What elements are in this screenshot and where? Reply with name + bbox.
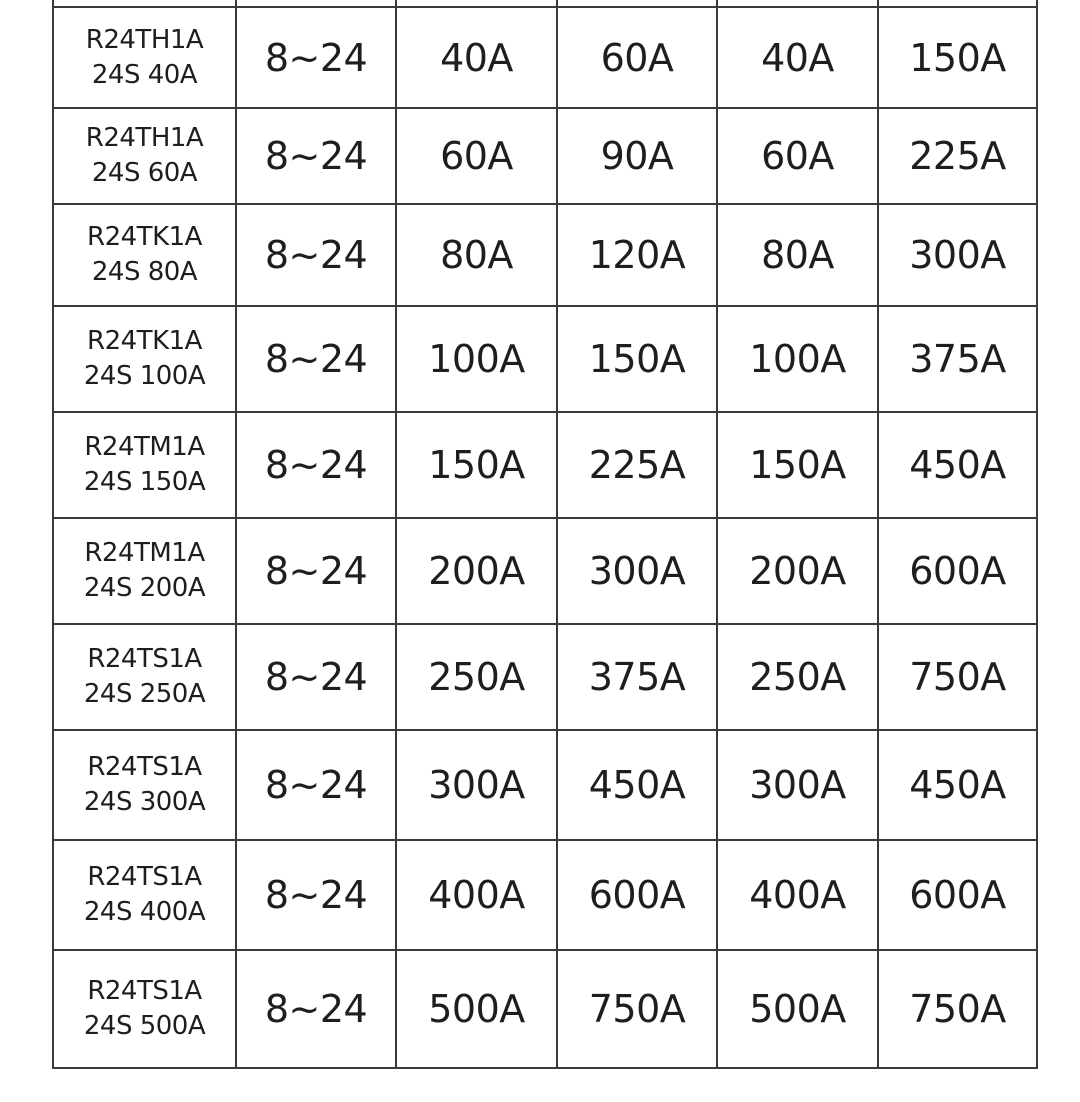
value-cell: 60A bbox=[557, 7, 717, 108]
table-row bbox=[53, 7, 1037, 108]
voltage-cell: 8~24 bbox=[236, 730, 396, 840]
voltage-cell: 8~24 bbox=[236, 108, 396, 204]
value-cell: 150A bbox=[557, 306, 717, 412]
value-cell: 150A bbox=[878, 7, 1037, 108]
value-cell: 200A bbox=[396, 518, 557, 624]
model-rating: 24S 80A bbox=[91, 257, 198, 287]
value-cell: 120A bbox=[557, 204, 717, 306]
value-cell: 225A bbox=[878, 108, 1037, 204]
value-cell: 100A bbox=[717, 306, 878, 412]
model-rating: 24S 300A bbox=[83, 787, 206, 817]
model-cell bbox=[53, 7, 236, 108]
model-name: R24TM1A bbox=[84, 538, 205, 568]
voltage-cell: 8~24 bbox=[236, 412, 396, 518]
value-cell: 150A bbox=[396, 412, 557, 518]
value-cell: 40A bbox=[396, 7, 557, 108]
model-name: R24TS1A bbox=[87, 752, 202, 782]
model-cell bbox=[53, 730, 236, 840]
model-name: R24TS1A bbox=[87, 976, 202, 1006]
value-cell: 450A bbox=[878, 730, 1037, 840]
table-row bbox=[53, 950, 1037, 1068]
model-rating: 24S 500A bbox=[83, 1011, 206, 1041]
value-cell: 375A bbox=[878, 306, 1037, 412]
model-rating: 24S 150A bbox=[83, 467, 206, 497]
model-rating: 24S 250A bbox=[83, 679, 206, 709]
value-cell: 60A bbox=[717, 108, 878, 204]
model-cell bbox=[53, 306, 236, 412]
value-cell: 60A bbox=[396, 108, 557, 204]
model-cell bbox=[53, 840, 236, 950]
value-cell: 225A bbox=[557, 412, 717, 518]
voltage-cell: 8~24 bbox=[236, 306, 396, 412]
model-cell bbox=[53, 204, 236, 306]
model-name: R24TH1A bbox=[85, 24, 204, 55]
value-cell: 500A bbox=[717, 950, 878, 1068]
value-cell: 80A bbox=[396, 204, 557, 306]
value-cell: 300A bbox=[878, 204, 1037, 306]
model-name: R24TK1A bbox=[87, 222, 202, 252]
value-cell: 100A bbox=[396, 306, 557, 412]
value-cell: 250A bbox=[717, 624, 878, 730]
model-rating: 24S 200A bbox=[83, 573, 206, 603]
table-row bbox=[53, 204, 1037, 306]
value-cell: 375A bbox=[557, 624, 717, 730]
value-cell: 500A bbox=[396, 950, 557, 1068]
value-cell: 80A bbox=[717, 204, 878, 306]
value-cell: 300A bbox=[717, 730, 878, 840]
model-cell bbox=[53, 518, 236, 624]
value-cell: 750A bbox=[878, 950, 1037, 1068]
value-cell: 600A bbox=[878, 840, 1037, 950]
value-cell: 250A bbox=[396, 624, 557, 730]
table-row bbox=[53, 412, 1037, 518]
value-cell: 450A bbox=[557, 730, 717, 840]
voltage-cell: 8~24 bbox=[236, 204, 396, 306]
value-cell: 750A bbox=[557, 950, 717, 1068]
model-name: R24TS1A bbox=[87, 644, 202, 674]
voltage-cell: 8~24 bbox=[236, 624, 396, 730]
model-rating: 24S 400A bbox=[83, 897, 206, 927]
value-cell: 400A bbox=[717, 840, 878, 950]
model-rating: 24S 40A bbox=[91, 59, 198, 90]
value-cell: 40A bbox=[717, 7, 878, 108]
model-cell bbox=[53, 624, 236, 730]
table-row-stub bbox=[53, 0, 1037, 7]
spec-table bbox=[52, 0, 1038, 1069]
voltage-cell: 8~24 bbox=[236, 7, 396, 108]
model-cell bbox=[53, 412, 236, 518]
table-row bbox=[53, 108, 1037, 204]
voltage-cell: 8~24 bbox=[236, 840, 396, 950]
value-cell: 400A bbox=[396, 840, 557, 950]
model-name: R24TS1A bbox=[87, 862, 202, 892]
model-name: R24TH1A bbox=[85, 123, 204, 153]
value-cell: 750A bbox=[878, 624, 1037, 730]
table-row bbox=[53, 730, 1037, 840]
value-cell: 150A bbox=[717, 412, 878, 518]
table-row bbox=[53, 306, 1037, 412]
model-cell bbox=[53, 950, 236, 1068]
table-row bbox=[53, 624, 1037, 730]
model-name: R24TK1A bbox=[87, 326, 202, 356]
voltage-cell: 8~24 bbox=[236, 518, 396, 624]
value-cell: 200A bbox=[717, 518, 878, 624]
model-rating: 24S 60A bbox=[91, 158, 198, 188]
table-row bbox=[53, 840, 1037, 950]
voltage-cell: 8~24 bbox=[236, 950, 396, 1068]
model-name: R24TM1A bbox=[84, 432, 205, 462]
model-cell bbox=[53, 108, 236, 204]
table-row bbox=[53, 518, 1037, 624]
value-cell: 300A bbox=[396, 730, 557, 840]
value-cell: 90A bbox=[557, 108, 717, 204]
value-cell: 300A bbox=[557, 518, 717, 624]
model-rating: 24S 100A bbox=[83, 361, 206, 391]
value-cell: 600A bbox=[878, 518, 1037, 624]
value-cell: 450A bbox=[878, 412, 1037, 518]
value-cell: 600A bbox=[557, 840, 717, 950]
